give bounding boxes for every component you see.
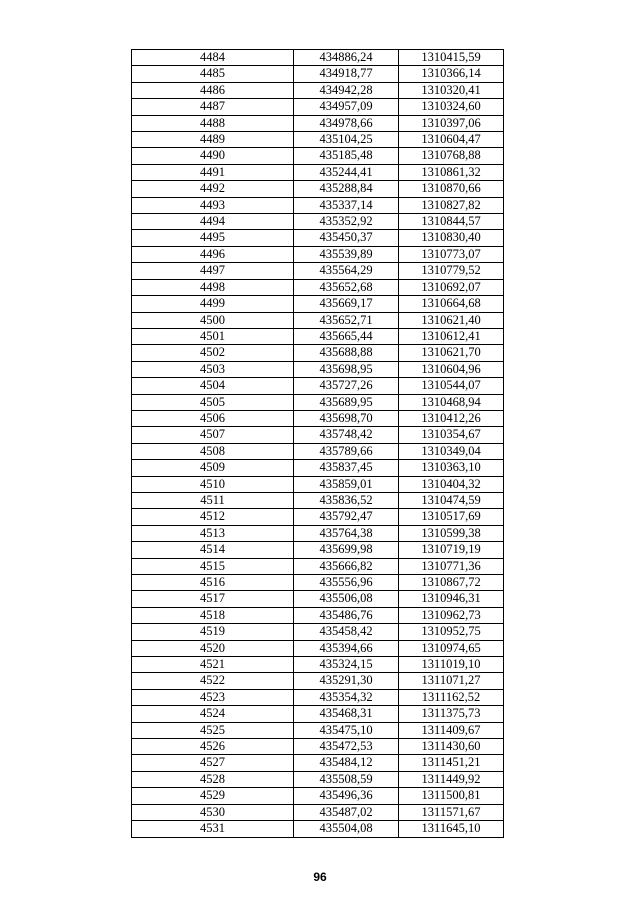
- y-coordinate-cell: 1310404,32: [399, 476, 504, 492]
- table-row: [132, 673, 504, 689]
- y-coordinate-cell: 1310664,68: [399, 296, 504, 312]
- y-coordinate-cell: 1311019,10: [399, 657, 504, 673]
- y-coordinate-cell: 1310363,10: [399, 460, 504, 476]
- y-coordinate-cell: 1310719,19: [399, 542, 504, 558]
- table-row: [132, 378, 504, 394]
- point-number-cell: 4486: [132, 82, 294, 98]
- y-coordinate-cell: 1310621,40: [399, 312, 504, 328]
- table-row: [132, 492, 504, 508]
- table-row: [132, 230, 504, 246]
- x-coordinate-cell: 435486,76: [294, 607, 399, 623]
- point-number-cell: 4484: [132, 50, 294, 66]
- x-coordinate-cell: 435689,95: [294, 394, 399, 410]
- point-number-cell: 4514: [132, 542, 294, 558]
- table-row: [132, 394, 504, 410]
- point-number-cell: 4529: [132, 788, 294, 804]
- x-coordinate-cell: 435727,26: [294, 378, 399, 394]
- y-coordinate-cell: 1310468,94: [399, 394, 504, 410]
- y-coordinate-cell: 1310621,70: [399, 345, 504, 361]
- point-number-cell: 4519: [132, 624, 294, 640]
- table-row: [132, 99, 504, 115]
- y-coordinate-cell: 1310612,41: [399, 328, 504, 344]
- table-row: [132, 214, 504, 230]
- coordinates-table: [131, 49, 504, 838]
- y-coordinate-cell: 1311645,10: [399, 821, 504, 837]
- point-number-cell: 4501: [132, 328, 294, 344]
- y-coordinate-cell: 1310412,26: [399, 410, 504, 426]
- point-number-cell: 4497: [132, 263, 294, 279]
- y-coordinate-cell: 1310962,73: [399, 607, 504, 623]
- point-number-cell: 4526: [132, 739, 294, 755]
- y-coordinate-cell: 1311449,92: [399, 771, 504, 787]
- y-coordinate-cell: 1310366,14: [399, 66, 504, 82]
- y-coordinate-cell: 1310768,88: [399, 148, 504, 164]
- table-row: [132, 591, 504, 607]
- x-coordinate-cell: 434978,66: [294, 115, 399, 131]
- y-coordinate-cell: 1310974,65: [399, 640, 504, 656]
- x-coordinate-cell: 435652,71: [294, 312, 399, 328]
- x-coordinate-cell: 435472,53: [294, 739, 399, 755]
- point-number-cell: 4498: [132, 279, 294, 295]
- x-coordinate-cell: 435506,08: [294, 591, 399, 607]
- point-number-cell: 4490: [132, 148, 294, 164]
- point-number-cell: 4522: [132, 673, 294, 689]
- x-coordinate-cell: 435688,88: [294, 345, 399, 361]
- point-number-cell: 4500: [132, 312, 294, 328]
- table-row: [132, 296, 504, 312]
- point-number-cell: 4511: [132, 492, 294, 508]
- x-coordinate-cell: 435496,36: [294, 788, 399, 804]
- point-number-cell: 4513: [132, 525, 294, 541]
- x-coordinate-cell: 435789,66: [294, 443, 399, 459]
- table-row: [132, 181, 504, 197]
- table-row: [132, 443, 504, 459]
- point-number-cell: 4525: [132, 722, 294, 738]
- point-number-cell: 4494: [132, 214, 294, 230]
- x-coordinate-cell: 435666,82: [294, 558, 399, 574]
- x-coordinate-cell: 434942,28: [294, 82, 399, 98]
- x-coordinate-cell: 435837,45: [294, 460, 399, 476]
- x-coordinate-cell: 434957,09: [294, 99, 399, 115]
- point-number-cell: 4505: [132, 394, 294, 410]
- point-number-cell: 4488: [132, 115, 294, 131]
- table-row: [132, 706, 504, 722]
- x-coordinate-cell: 435698,70: [294, 410, 399, 426]
- table-row: [132, 328, 504, 344]
- table-row: [132, 525, 504, 541]
- y-coordinate-cell: 1310779,52: [399, 263, 504, 279]
- y-coordinate-cell: 1310861,32: [399, 164, 504, 180]
- table-row: [132, 739, 504, 755]
- table-row: [132, 460, 504, 476]
- table-row: [132, 197, 504, 213]
- y-coordinate-cell: 1310604,96: [399, 361, 504, 377]
- table-row: [132, 788, 504, 804]
- table-row: [132, 804, 504, 820]
- y-coordinate-cell: 1310946,31: [399, 591, 504, 607]
- table-row: [132, 132, 504, 148]
- point-number-cell: 4487: [132, 99, 294, 115]
- table-row: [132, 542, 504, 558]
- point-number-cell: 4506: [132, 410, 294, 426]
- table-row: [132, 607, 504, 623]
- point-number-cell: 4491: [132, 164, 294, 180]
- y-coordinate-cell: 1310692,07: [399, 279, 504, 295]
- y-coordinate-cell: 1310349,04: [399, 443, 504, 459]
- x-coordinate-cell: 435764,38: [294, 525, 399, 541]
- point-number-cell: 4509: [132, 460, 294, 476]
- y-coordinate-cell: 1311571,67: [399, 804, 504, 820]
- y-coordinate-cell: 1311162,52: [399, 689, 504, 705]
- point-number-cell: 4528: [132, 771, 294, 787]
- point-number-cell: 4518: [132, 607, 294, 623]
- x-coordinate-cell: 435450,37: [294, 230, 399, 246]
- x-coordinate-cell: 435458,42: [294, 624, 399, 640]
- y-coordinate-cell: 1310324,60: [399, 99, 504, 115]
- x-coordinate-cell: 435792,47: [294, 509, 399, 525]
- x-coordinate-cell: 435354,32: [294, 689, 399, 705]
- y-coordinate-cell: 1310827,82: [399, 197, 504, 213]
- x-coordinate-cell: 435508,59: [294, 771, 399, 787]
- x-coordinate-cell: 435665,44: [294, 328, 399, 344]
- table-row: [132, 82, 504, 98]
- x-coordinate-cell: 435699,98: [294, 542, 399, 558]
- y-coordinate-cell: 1310474,59: [399, 492, 504, 508]
- table-row: [132, 689, 504, 705]
- table-row: [132, 66, 504, 82]
- x-coordinate-cell: 435564,29: [294, 263, 399, 279]
- point-number-cell: 4508: [132, 443, 294, 459]
- y-coordinate-cell: 1310830,40: [399, 230, 504, 246]
- table-row: [132, 312, 504, 328]
- y-coordinate-cell: 1310397,06: [399, 115, 504, 131]
- x-coordinate-cell: 435324,15: [294, 657, 399, 673]
- y-coordinate-cell: 1310867,72: [399, 575, 504, 591]
- x-coordinate-cell: 435394,66: [294, 640, 399, 656]
- table-row: [132, 345, 504, 361]
- y-coordinate-cell: 1311071,27: [399, 673, 504, 689]
- y-coordinate-cell: 1311375,73: [399, 706, 504, 722]
- table-row: [132, 361, 504, 377]
- x-coordinate-cell: 434918,77: [294, 66, 399, 82]
- y-coordinate-cell: 1310415,59: [399, 50, 504, 66]
- x-coordinate-cell: 435669,17: [294, 296, 399, 312]
- point-number-cell: 4517: [132, 591, 294, 607]
- y-coordinate-cell: 1311451,21: [399, 755, 504, 771]
- y-coordinate-cell: 1310544,07: [399, 378, 504, 394]
- x-coordinate-cell: 435652,68: [294, 279, 399, 295]
- coordinates-table-body: [132, 50, 504, 838]
- point-number-cell: 4507: [132, 427, 294, 443]
- point-number-cell: 4521: [132, 657, 294, 673]
- x-coordinate-cell: 435185,48: [294, 148, 399, 164]
- table-row: [132, 624, 504, 640]
- page-number: 96: [313, 870, 327, 884]
- point-number-cell: 4523: [132, 689, 294, 705]
- table-row: [132, 575, 504, 591]
- point-number-cell: 4531: [132, 821, 294, 837]
- table-row: [132, 164, 504, 180]
- point-number-cell: 4527: [132, 755, 294, 771]
- x-coordinate-cell: 435291,30: [294, 673, 399, 689]
- table-row: [132, 558, 504, 574]
- table-row: [132, 410, 504, 426]
- point-number-cell: 4515: [132, 558, 294, 574]
- point-number-cell: 4516: [132, 575, 294, 591]
- y-coordinate-cell: 1310354,67: [399, 427, 504, 443]
- y-coordinate-cell: 1310771,36: [399, 558, 504, 574]
- x-coordinate-cell: 435104,25: [294, 132, 399, 148]
- point-number-cell: 4520: [132, 640, 294, 656]
- table-row: [132, 50, 504, 66]
- point-number-cell: 4512: [132, 509, 294, 525]
- point-number-cell: 4496: [132, 246, 294, 262]
- x-coordinate-cell: 435352,92: [294, 214, 399, 230]
- point-number-cell: 4493: [132, 197, 294, 213]
- x-coordinate-cell: 435337,14: [294, 197, 399, 213]
- table-row: [132, 263, 504, 279]
- x-coordinate-cell: 435836,52: [294, 492, 399, 508]
- x-coordinate-cell: 435556,96: [294, 575, 399, 591]
- table-row: [132, 148, 504, 164]
- point-number-cell: 4524: [132, 706, 294, 722]
- y-coordinate-cell: 1310844,57: [399, 214, 504, 230]
- y-coordinate-cell: 1310599,38: [399, 525, 504, 541]
- point-number-cell: 4489: [132, 132, 294, 148]
- y-coordinate-cell: 1310870,66: [399, 181, 504, 197]
- x-coordinate-cell: 435504,08: [294, 821, 399, 837]
- x-coordinate-cell: 434886,24: [294, 50, 399, 66]
- table-row: [132, 115, 504, 131]
- y-coordinate-cell: 1310320,41: [399, 82, 504, 98]
- x-coordinate-cell: 435698,95: [294, 361, 399, 377]
- table-row: [132, 821, 504, 837]
- point-number-cell: 4499: [132, 296, 294, 312]
- x-coordinate-cell: 435487,02: [294, 804, 399, 820]
- point-number-cell: 4495: [132, 230, 294, 246]
- y-coordinate-cell: 1310604,47: [399, 132, 504, 148]
- y-coordinate-cell: 1311409,67: [399, 722, 504, 738]
- table-row: [132, 279, 504, 295]
- point-number-cell: 4485: [132, 66, 294, 82]
- y-coordinate-cell: 1310952,75: [399, 624, 504, 640]
- y-coordinate-cell: 1311500,81: [399, 788, 504, 804]
- x-coordinate-cell: 435288,84: [294, 181, 399, 197]
- table-row: [132, 755, 504, 771]
- y-coordinate-cell: 1310517,69: [399, 509, 504, 525]
- point-number-cell: 4492: [132, 181, 294, 197]
- y-coordinate-cell: 1311430,60: [399, 739, 504, 755]
- x-coordinate-cell: 435475,10: [294, 722, 399, 738]
- point-number-cell: 4503: [132, 361, 294, 377]
- point-number-cell: 4504: [132, 378, 294, 394]
- table-row: [132, 771, 504, 787]
- point-number-cell: 4502: [132, 345, 294, 361]
- table-row: [132, 640, 504, 656]
- x-coordinate-cell: 435484,12: [294, 755, 399, 771]
- table-row: [132, 657, 504, 673]
- x-coordinate-cell: 435244,41: [294, 164, 399, 180]
- table-row: [132, 509, 504, 525]
- y-coordinate-cell: 1310773,07: [399, 246, 504, 262]
- table-row: [132, 476, 504, 492]
- x-coordinate-cell: 435539,89: [294, 246, 399, 262]
- table-row: [132, 246, 504, 262]
- x-coordinate-cell: 435859,01: [294, 476, 399, 492]
- point-number-cell: 4530: [132, 804, 294, 820]
- x-coordinate-cell: 435748,42: [294, 427, 399, 443]
- point-number-cell: 4510: [132, 476, 294, 492]
- x-coordinate-cell: 435468,31: [294, 706, 399, 722]
- table-row: [132, 722, 504, 738]
- table-row: [132, 427, 504, 443]
